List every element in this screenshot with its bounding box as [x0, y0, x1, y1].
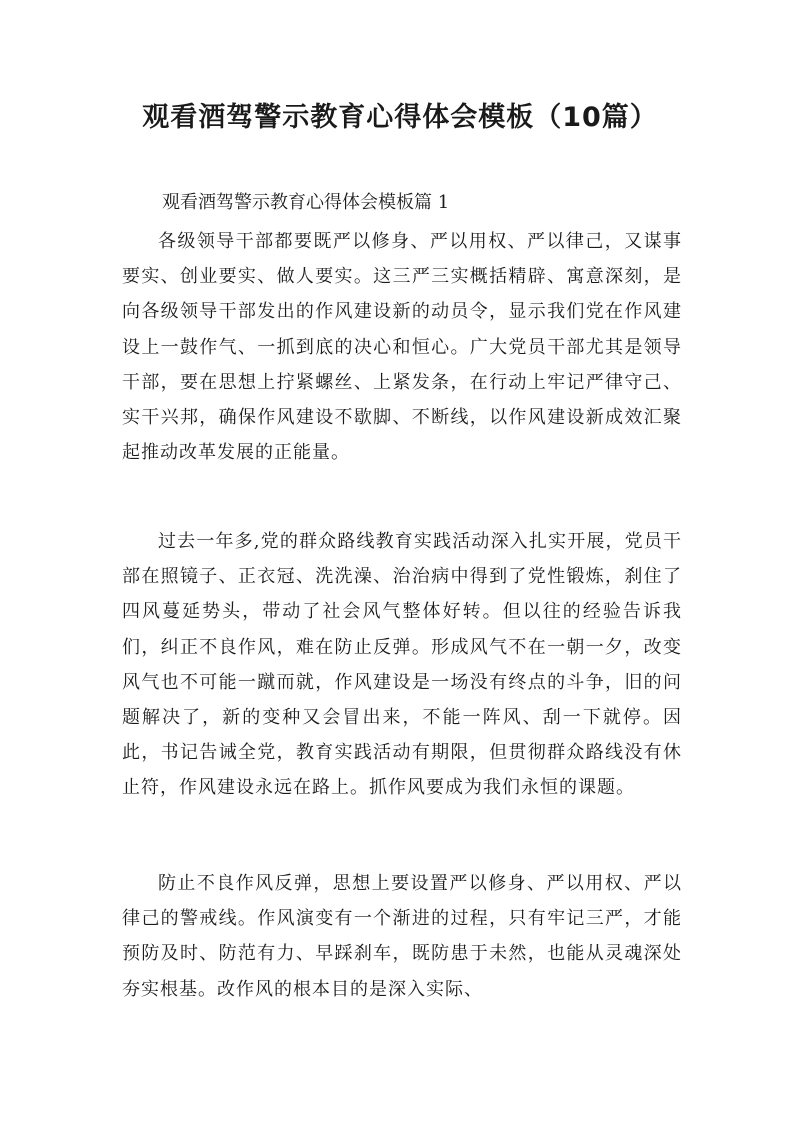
- document-title: 观看酒驾警示教育心得体会模板（10篇）: [142, 102, 658, 133]
- section-title: 观看酒驾警示教育心得体会模板篇 1: [162, 192, 450, 213]
- body-paragraph: 过去一年多,党的群众路线教育实践活动深入扎实开展，党员干部在照镜子、正衣冠、洗洗澡、治治病中得到了党性锻炼，刹住了四风蔓延势头，带动了社会风气整体好转。但以往的经验告诉我们，纠正不良作风，难在防止反弹。形成风气不在一朝一夕，改变风气也不可能一蹴而就，作风建设是一场没有终点的斗争，旧的问题解决了，新的变种又会冒出来，不能一阵风、刮一下就停。因此，书记告诫全党，教育实践活动有期限，但贯彻群众路线没有休止符，作风建设永远在路上。抓作风要成为我们永恒的课题。: [122, 531, 682, 799]
- body-paragraph: 防止不良作风反弹，思想上要设置严以修身、严以用权、严以律己的警戒线。作风演变有一个渐进的过程，只有牢记三严，才能预防及时、防范有力、早踩刹车，既防患于未然，也能从灵魂深处夯实根基。改作风的根本目的是深入实际、: [122, 873, 682, 1000]
- body-paragraph: 各级领导干部都要既严以修身、严以用权、严以律己，又谋事要实、创业要实、做人要实。这三严三实概括精辟、寓意深刻，是向各级领导干部发出的作风建设新的动员令，显示我们党在作风建设上一鼓作气、一抓到底的决心和恒心。广大党员干部尤其是领导干部，要在思想上拧紧螺丝、上紧发条，在行动上牢记严律守己、实干兴邦，确保作风建设不歇脚、不断线，以作风建设新成效汇聚起推动改革发展的正能量。: [122, 231, 682, 464]
